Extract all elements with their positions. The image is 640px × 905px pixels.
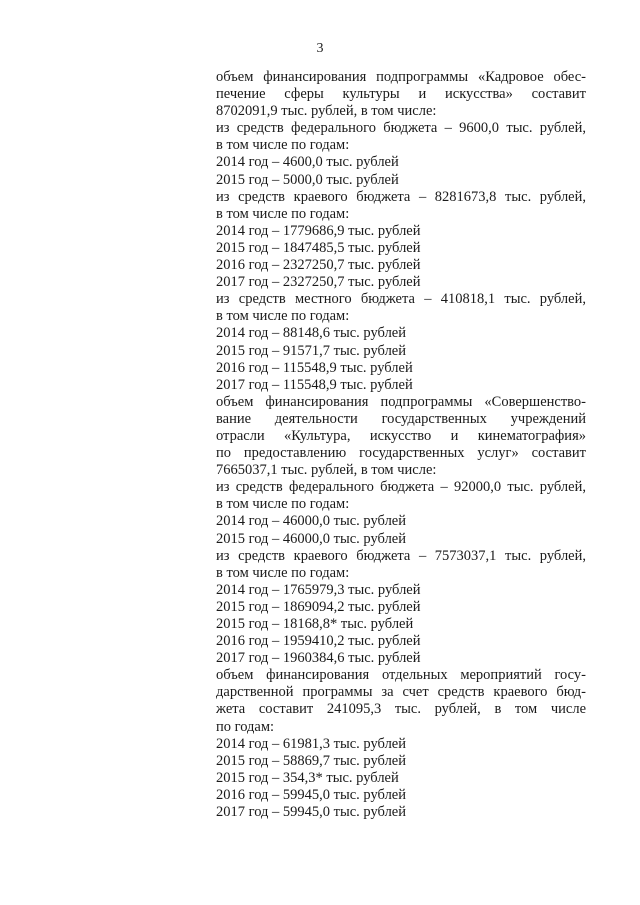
text-line: в том числе по годам: [216,205,350,222]
text-line: жета составит 241095,3 тыс. рублей, в том числе [216,701,586,718]
text-line: печение сферы культуры и искусства» составит [216,86,586,103]
text-line: отрасли «Культура, искусство и кинематография» [216,427,586,444]
page-number: 3 [316,41,324,56]
text-line: 2015 год – 58869,7 тыс. рублей [216,752,407,769]
text-line: 7665037,1 тыс. рублей, в том числе: [216,462,437,479]
text-line: по предоставлению государственных услуг» составит [216,445,586,462]
text-line: 2015 год – 1847485,5 тыс. рублей [216,239,421,256]
text-line: из средств краевого бюджета – 8281673,8 тыс. рублей, [216,188,586,205]
text-line: 2014 год – 88148,6 тыс. рублей [216,325,407,342]
text-line: объем финансирования подпрограммы «Совершенство- [216,393,586,410]
text-line: 2015 год – 18168,8* тыс. рублей [216,616,414,632]
text-line: вание деятельности государственных учреждений [216,410,586,427]
text-line: 2017 год – 2327250,7 тыс. рублей [216,274,421,291]
text-line: 2016 год – 59945,0 тыс. рублей [216,786,407,803]
text-line: 2015 год – 46000,0 тыс. рублей [216,530,407,547]
text-line: дарственной программы за счет средств краевого бюд- [216,684,586,701]
text-line: в том числе по годам: [216,308,350,325]
body-text [216,69,586,821]
text-line: 2016 год – 2327250,7 тыс. рублей [216,257,421,274]
text-line: из средств федерального бюджета – 92000,0 тыс. рублей, [216,479,586,496]
text-line: 2014 год – 1765979,3 тыс. рублей [216,581,421,598]
text-line: 2017 год – 59945,0 тыс. рублей [216,804,407,821]
text-line: из средств федерального бюджета – 9600,0 тыс. рублей, [216,120,586,137]
text-line: объем финансирования отдельных мероприятий госу- [216,667,586,684]
text-line: объем финансирования подпрограммы «Кадровое обес- [216,69,586,85]
text-line: по годам: [216,718,275,735]
text-line: 2016 год – 115548,9 тыс. рублей [216,359,413,376]
text-line: 2017 год – 1960384,6 тыс. рублей [216,650,421,667]
text-line: 2014 год – 1779686,9 тыс. рублей [216,222,421,239]
text-line: 2014 год – 46000,0 тыс. рублей [216,513,407,530]
text-line: 2014 год – 4600,0 тыс. рублей [216,154,399,171]
text-line: 2015 год – 5000,0 тыс. рублей [216,171,399,188]
text-line: в том числе по годам: [216,496,350,513]
text-line: в том числе по годам: [216,564,350,581]
text-line: 8702091,9 тыс. рублей, в том числе: [216,103,437,120]
text-line: в том числе по годам: [216,137,350,154]
text-line: из средств местного бюджета – 410818,1 тыс. рублей, [216,291,586,308]
text-line: из средств краевого бюджета – 7573037,1 тыс. рублей, [216,547,586,564]
text-line: 2015 год – 1869094,2 тыс. рублей [216,598,421,615]
text-line: 2016 год – 1959410,2 тыс. рублей [216,633,421,650]
text-line: 2015 год – 354,3* тыс. рублей [216,769,399,786]
text-line: 2014 год – 61981,3 тыс. рублей [216,735,407,752]
text-line: 2017 год – 115548,9 тыс. рублей [216,376,413,393]
text-line: 2015 год – 91571,7 тыс. рублей [216,342,407,359]
